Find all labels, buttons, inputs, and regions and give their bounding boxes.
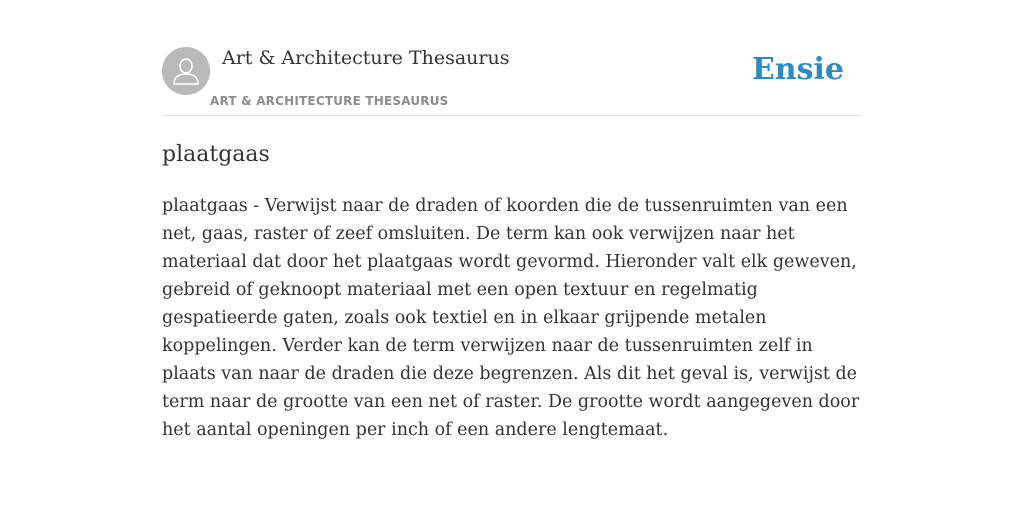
source-title[interactable]: Art & Architecture Thesaurus bbox=[222, 47, 510, 69]
source-header bbox=[162, 46, 862, 116]
source-subtitle[interactable]: ART & ARCHITECTURE THESAURUS bbox=[210, 94, 449, 108]
user-icon[interactable] bbox=[162, 47, 210, 95]
definition-text: plaatgaas - Verwijst naar de draden of koorden die de tussenruimten van een net, gaas, raster of zeef omsluiten. De term kan ook verwijzen naar het materiaal dat door het plaatgaas wordt gevormd. Hieronder valt elk geweven, gebreid of geknoopt materiaal met een open textuur en regelmatig gespatieerde gaten, zoals ook textiel en in elkaar grijpende metalen koppelingen. Verder kan de term verwijzen naar de tussenruimten zelf in plaats van naar de draden die deze begrenzen. Als dit het geval is, verwijst de term naar de grootte van een net of raster. De grootte wordt aangegeven door het aantal openingen per inch of een andere lengtemaat. bbox=[162, 196, 860, 440]
term-title: plaatgaas bbox=[162, 142, 270, 167]
brand-logo[interactable]: Ensie bbox=[751, 52, 844, 87]
